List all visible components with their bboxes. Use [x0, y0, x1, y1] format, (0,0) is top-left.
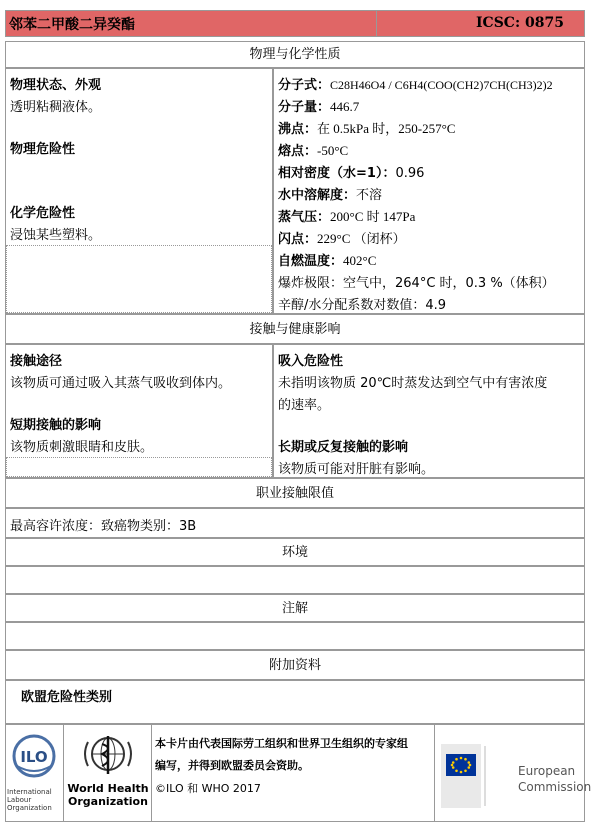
- exposure-right-panel: [273, 344, 585, 478]
- molecular-weight-row: [278, 96, 359, 115]
- section-notes: [5, 594, 585, 622]
- solubility-label: 水中溶解度：: [278, 188, 357, 203]
- section-additional: [5, 650, 585, 680]
- footer-copyright: ©ILO 和 WHO 2017: [155, 782, 261, 795]
- physical-state-value: 透明粘稠液体。: [10, 100, 102, 115]
- density-label: 相对密度（水=1）：: [278, 166, 396, 181]
- boiling-point-row: [278, 118, 455, 137]
- molecular-weight-value: 446.7: [330, 99, 360, 114]
- octanol-water: 辛醇/水分配系数对数值：4.9: [278, 298, 447, 313]
- ilo-line-1: International: [7, 788, 52, 796]
- short-term-value: 该物质刺激眼睛和皮肤。: [10, 440, 154, 455]
- exposure-route-value: 该物质可通过吸入其蒸气吸收到体内。: [10, 376, 232, 391]
- who-emblem-icon: [66, 732, 150, 778]
- footer-text-2: 编写，并得到欧盟委员会资助。: [155, 759, 309, 772]
- flash-point-label: 闪点：: [278, 232, 318, 247]
- ec-line-1: European: [518, 764, 576, 778]
- section-physical-chemical-title: 物理与化学性质: [249, 47, 341, 62]
- solubility-row: [278, 184, 382, 203]
- inhalation-risk-value-1: 未指明该物质 20℃时蒸发达到空气中有害浓度: [278, 376, 548, 391]
- molecular-weight-label: 分子量：: [278, 100, 331, 115]
- exposure-limits-panel: [5, 508, 585, 538]
- boiling-point-label: 沸点：: [278, 122, 318, 137]
- melting-point-row: [278, 140, 348, 159]
- footer-divider-2: [151, 724, 152, 822]
- formula-label: 分子式：: [278, 78, 331, 93]
- section-physical-chemical: [5, 41, 585, 68]
- autoignition-row: [278, 250, 376, 269]
- inhalation-risk-label: 吸入危险性: [278, 354, 344, 369]
- additional-panel: [5, 680, 585, 724]
- vapor-pressure-row: [278, 206, 415, 225]
- exposure-left-panel: [5, 344, 273, 478]
- boiling-point-value: 在 0.5kPa 时，250-257°C: [317, 121, 456, 136]
- section-exposure-health-title: 接触与健康影响: [249, 322, 341, 337]
- icsc-code: ICSC: 0875: [476, 15, 564, 31]
- ec-logo: [438, 734, 592, 820]
- autoignition-label: 自燃温度：: [278, 254, 344, 269]
- physical-right-panel: [273, 68, 585, 314]
- flash-point-value: 229°C （闭杯）: [317, 231, 406, 246]
- dotted-box: [6, 245, 272, 313]
- physical-left-panel: [5, 68, 273, 314]
- ilo-line-3: Organization: [7, 804, 52, 812]
- vapor-pressure-label: 蒸气压：: [278, 210, 331, 225]
- eu-classification-label: 欧盟危险性类别: [21, 690, 113, 705]
- density-value: 0.96: [395, 166, 425, 181]
- section-exposure-limits: [5, 478, 585, 508]
- ilo-line-2: Labour: [7, 796, 32, 804]
- section-environment: [5, 538, 585, 566]
- ilo-emblem-icon: [7, 732, 61, 784]
- footer-divider-1: [63, 724, 64, 822]
- ec-line-2: Commission: [518, 780, 592, 794]
- chemical-hazard-label: 化学危险性: [10, 206, 76, 221]
- environment-panel: [5, 566, 585, 594]
- physical-state-label: 物理状态、外观: [10, 78, 102, 93]
- formula-value: C28H46O4 / C6H4(COO(CH2)7CH(CH3)2)2: [330, 78, 553, 92]
- vapor-pressure-value: 200°C 时 147Pa: [330, 209, 416, 224]
- who-line-1: World Health: [67, 782, 149, 795]
- who-line-2: Organization: [68, 795, 148, 808]
- long-term-label: 长期或反复接触的影响: [278, 440, 409, 455]
- physical-hazard-label: 物理危险性: [10, 142, 76, 157]
- svg-text:ILO: ILO: [20, 748, 48, 766]
- section-exposure-health: [5, 314, 585, 344]
- melting-point-label: 熔点：: [278, 144, 318, 159]
- flash-point-row: [278, 228, 406, 247]
- short-term-label: 短期接触的影响: [10, 418, 102, 433]
- who-logo: [66, 732, 150, 816]
- chemical-name: 邻苯二甲酸二异癸酯: [9, 17, 135, 33]
- footer-text-1: 本卡片由代表国际劳工组织和世界卫生组织的专家组: [155, 737, 408, 750]
- notes-panel: [5, 622, 585, 650]
- inhalation-risk-value-2: 的速率。: [278, 398, 331, 413]
- exposure-limits-text: 最高容许浓度：致癌物类别：3B: [10, 519, 197, 534]
- density-row: [278, 162, 424, 181]
- explosive-limits: 爆炸极限：空气中，264°C 时，0.3 %（体积）: [278, 276, 555, 291]
- section-exposure-limits-title: 职业接触限值: [255, 486, 334, 501]
- melting-point-value: -50°C: [317, 143, 349, 158]
- ilo-logo: [7, 732, 61, 816]
- dotted-box: [6, 457, 272, 477]
- section-notes-title: 注解: [281, 601, 308, 616]
- footer-divider-3: [434, 724, 435, 822]
- autoignition-value: 402°C: [343, 253, 377, 268]
- long-term-value: 该物质可能对肝脏有影响。: [278, 462, 435, 477]
- section-environment-title: 环境: [281, 545, 308, 560]
- section-additional-title: 附加资料: [268, 658, 321, 673]
- chemical-hazard-value: 浸蚀某些塑料。: [10, 228, 102, 243]
- formula-row: [278, 74, 553, 93]
- solubility-value: 不溶: [356, 188, 383, 203]
- exposure-route-label: 接触途径: [10, 354, 63, 369]
- header-divider: [376, 10, 377, 37]
